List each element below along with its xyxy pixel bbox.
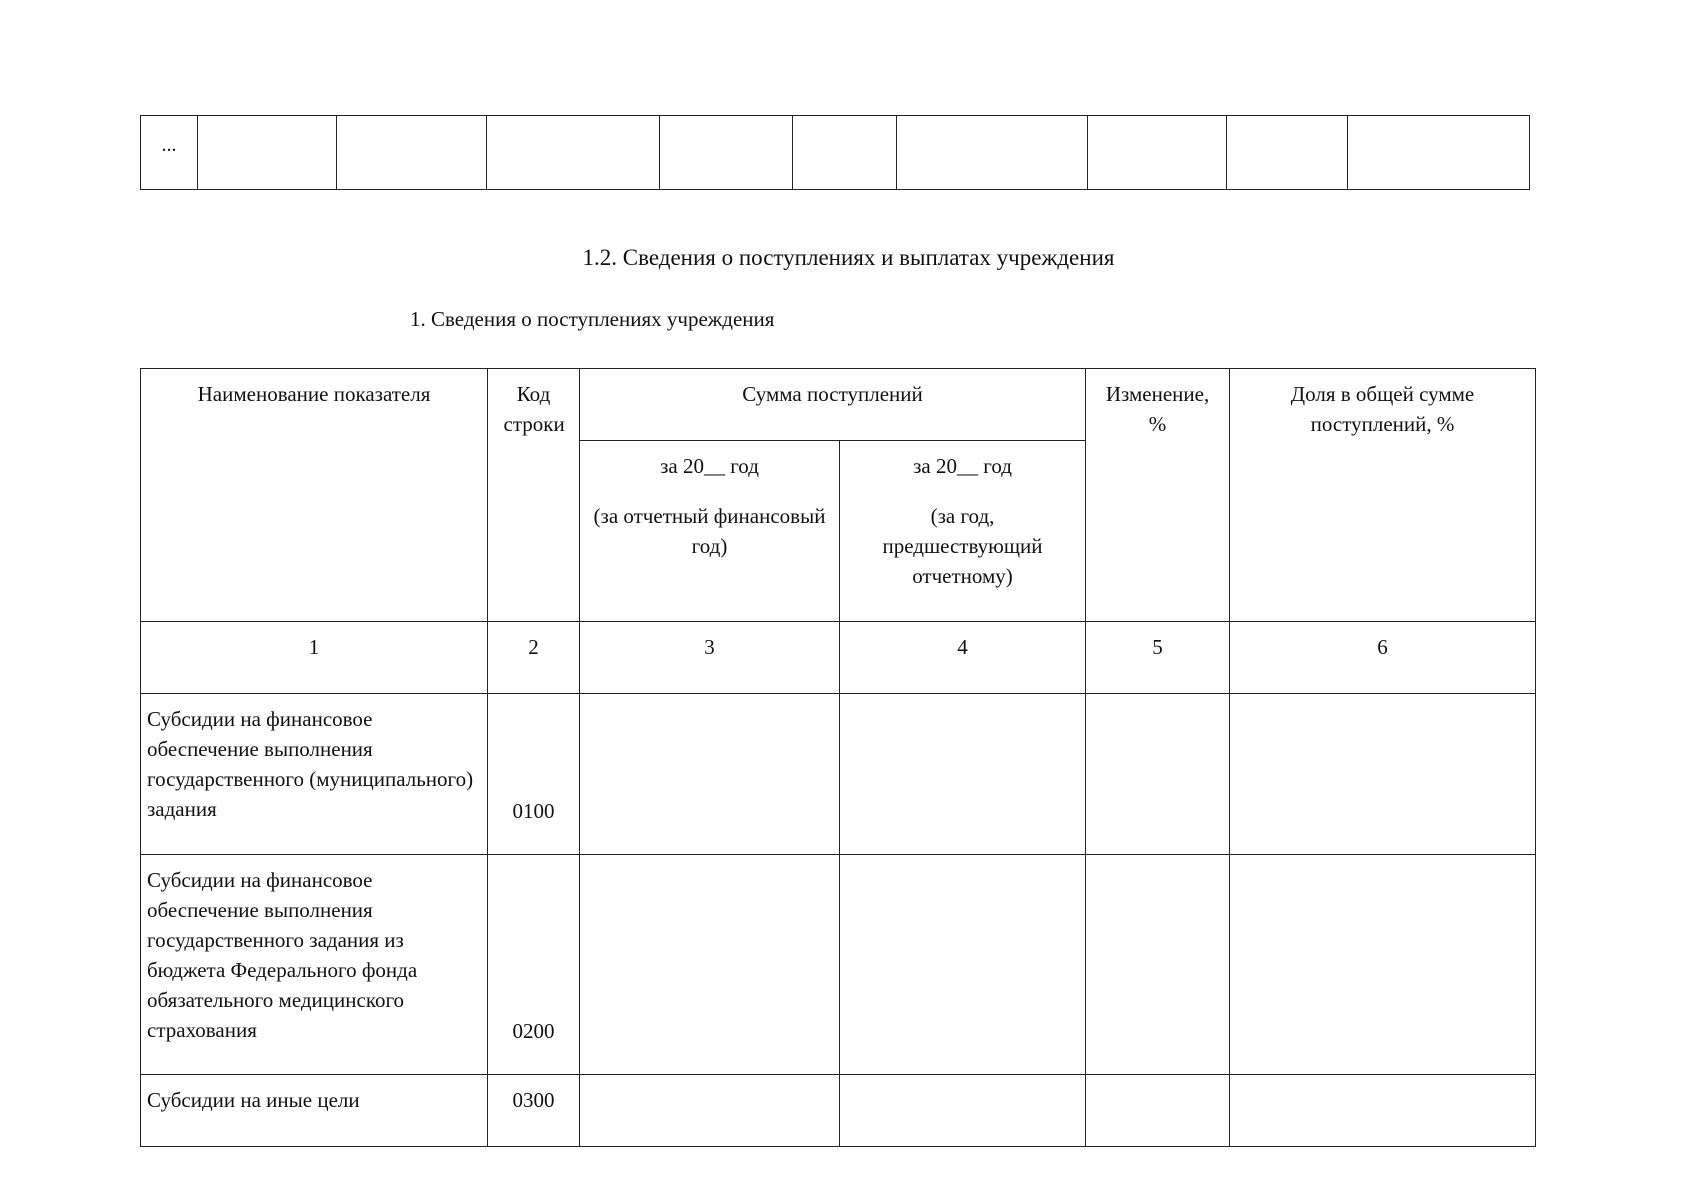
column-number: 2 [488,622,580,694]
header-code [488,369,580,622]
empty-cell [487,116,660,190]
column-number: 4 [840,622,1086,694]
header-share [1230,369,1536,622]
column-number: 5 [1086,622,1230,694]
row-name: Субсидии на финансовое обеспечение выполнения государственного задания из бюджета Федерального фонда обязательного медицинского страхования [141,855,488,1075]
subsection-heading: 1. Сведения о поступлениях учреждения [410,307,775,331]
table-row [141,116,1530,190]
value-cell [580,855,840,1075]
column-number: 6 [1230,622,1536,694]
value-cell [840,694,1086,855]
column-number: 1 [141,622,488,694]
header-previous-year-label: за 20__ год [913,454,1012,478]
value-cell [580,694,840,855]
value-cell [1230,855,1536,1075]
header-current-year-note: (за отчетный финансовый год) [593,504,826,558]
header-previous-year [840,441,1086,622]
empty-cell [793,116,897,190]
header-sum: Сумма поступлений [580,369,1086,441]
empty-cell [198,116,337,190]
header-change [1086,369,1230,622]
row-name: Субсидии на финансовое обеспечение выполнения государственного (муниципального) задания [141,694,488,855]
row-code: 0200 [488,855,580,1075]
empty-cell [337,116,487,190]
header-code-text: Код строки [503,382,565,436]
empty-cell [1227,116,1348,190]
header-name: Наименование показателя [141,369,488,622]
row-code: 0300 [488,1075,580,1147]
empty-cell [1348,116,1530,190]
value-cell [1230,1075,1536,1147]
value-cell [580,1075,840,1147]
value-cell [1086,1075,1230,1147]
header-previous-year-note: (за год, предшествующий отчетному) [882,504,1043,588]
header-current-year-label: за 20__ год [660,454,759,478]
value-cell [840,855,1086,1075]
value-cell [1086,855,1230,1075]
section-heading: 1.2. Сведения о поступлениях и выплатах учреждения [582,245,1115,270]
table-row [141,1075,1536,1147]
column-numbers-row [141,622,1536,694]
empty-cell [1088,116,1227,190]
receipts-table [140,368,1536,1147]
header-change-text: Изменение, % [1105,382,1210,436]
continuation-table [140,115,1530,190]
column-number: 3 [580,622,840,694]
header-current-year [580,441,840,622]
ellipsis-cell: ... [141,116,198,190]
table-row [141,855,1536,1075]
table-row [141,694,1536,855]
value-cell [840,1075,1086,1147]
empty-cell [660,116,793,190]
header-row [141,369,1536,441]
header-share-text: Доля в общей сумме поступлений, % [1290,382,1475,436]
value-cell [1230,694,1536,855]
row-name: Субсидии на иные цели [141,1075,488,1147]
row-code: 0100 [488,694,580,855]
empty-cell [897,116,1088,190]
value-cell [1086,694,1230,855]
